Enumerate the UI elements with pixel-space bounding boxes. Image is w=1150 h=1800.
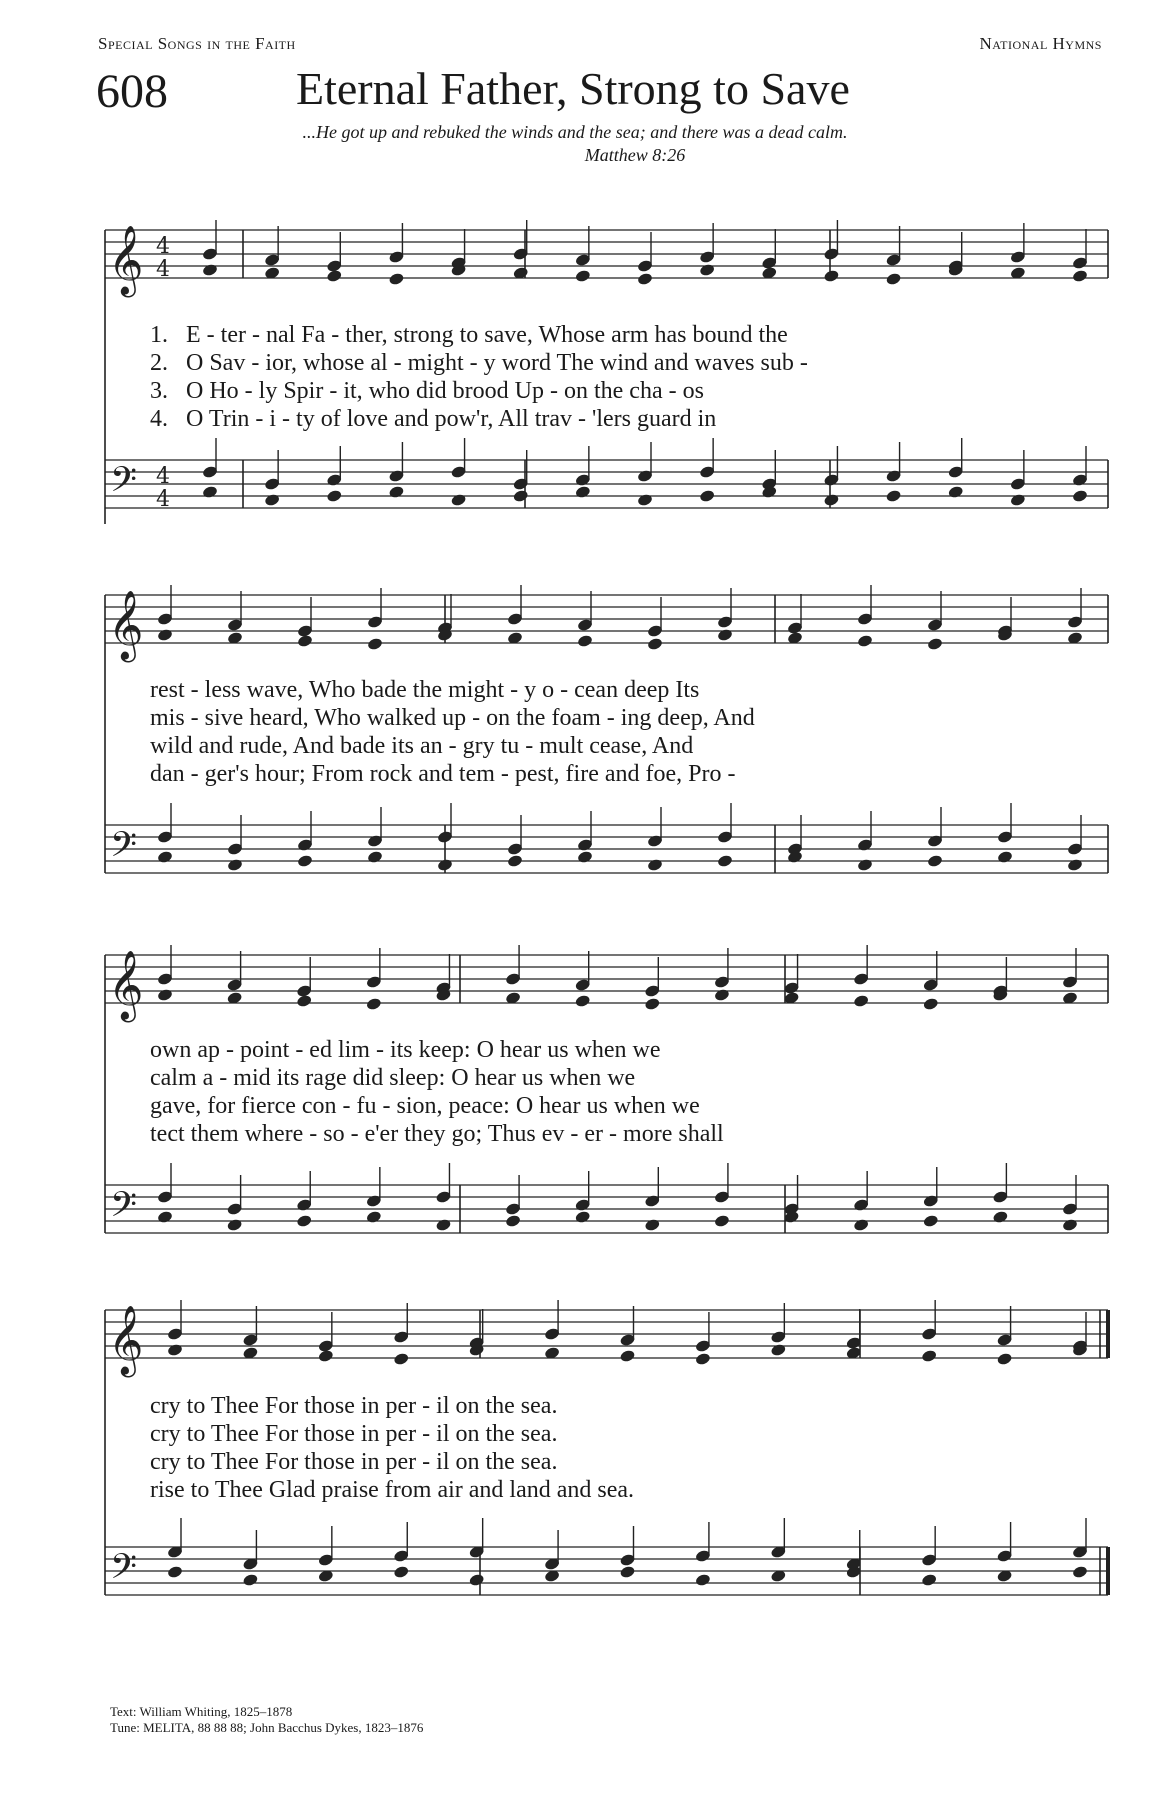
note-head: [1062, 1218, 1079, 1232]
note-head: [644, 1218, 661, 1232]
note-head: [157, 850, 174, 864]
bass-clef-icon: 𝄢: [110, 1546, 138, 1595]
hymn-number: 608: [96, 65, 168, 118]
note-head: [695, 1573, 712, 1587]
note-head: [927, 637, 944, 651]
note-head: [619, 1349, 636, 1363]
epigraph: [0, 122, 1150, 166]
note-head: [619, 1565, 636, 1579]
note-head: [367, 637, 384, 651]
note-head: [770, 1343, 787, 1357]
bass-clef-icon: 𝄢: [110, 824, 138, 873]
note-head: [823, 269, 840, 283]
treble-clef-icon: 𝄞: [108, 950, 144, 1020]
note-head: [823, 493, 840, 507]
note-head: [366, 997, 383, 1011]
note-head: [714, 1214, 731, 1228]
note-head: [921, 1349, 938, 1363]
note-head: [574, 1210, 591, 1224]
note-head: [393, 1565, 410, 1579]
scripture-reference: Matthew 8:26: [584, 145, 686, 165]
note-head: [992, 1210, 1009, 1224]
note-head: [575, 485, 592, 499]
note-head: [393, 1352, 410, 1366]
note-head: [921, 1573, 938, 1587]
lyric-line: gave, for fierce con - fu - sion, peace: O hear us when we: [150, 1093, 700, 1119]
note-head: [468, 1573, 485, 1587]
lyric-line: cry to Thee For those in per - il on the sea.: [150, 1393, 558, 1419]
treble-clef-icon: 𝄞: [108, 1305, 144, 1375]
lyric-line: dan - ger's hour; From rock and tem - pest, fire and foe, Pro -: [150, 761, 736, 787]
note-head: [242, 1573, 259, 1587]
note-head: [577, 634, 594, 648]
note-head: [388, 485, 405, 499]
note-head: [202, 263, 219, 277]
note-head: [157, 988, 174, 1002]
note-head: [167, 1343, 184, 1357]
note-head: [1010, 493, 1027, 507]
note-head: [717, 854, 734, 868]
note-head: [157, 628, 174, 642]
note-head: [505, 1214, 522, 1228]
credits: [110, 1704, 423, 1736]
note-head: [296, 1214, 313, 1228]
note-head: [227, 858, 244, 872]
bass-time-signature-bottom: 4: [156, 487, 170, 512]
note-head: [695, 1352, 712, 1366]
note-head: [512, 489, 529, 503]
note-head: [644, 997, 661, 1011]
note-head: [167, 1565, 184, 1579]
note-head: [367, 850, 384, 864]
note-head: [699, 489, 716, 503]
running-header-right: National Hymns: [979, 34, 1102, 53]
note-head: [297, 854, 314, 868]
note-head: [264, 493, 281, 507]
note-head: [437, 858, 454, 872]
lyric-line: 3. O Ho - ly Spir - it, who did brood Up - on the cha - os: [150, 378, 704, 404]
note-head: [366, 1210, 383, 1224]
epigraph-text: ...He got up and rebuked the winds and the sea; and there was a dead calm.: [302, 122, 848, 142]
note-head: [714, 988, 731, 1002]
lyric-line: rise to Thee Glad praise from air and land and sea.: [150, 1477, 635, 1503]
note-head: [997, 850, 1014, 864]
note-head: [927, 854, 944, 868]
treble-clef-icon: 𝄞: [108, 225, 144, 295]
note-head: [637, 272, 654, 286]
lyric-line: cry to Thee For those in per - il on the sea.: [150, 1449, 558, 1475]
note-head: [699, 263, 716, 277]
note-head: [996, 1352, 1013, 1366]
bass-clef-icon: 𝄢: [110, 1184, 138, 1233]
lyric-line: 2. O Sav - ior, whose al - might - y word The wind and waves sub -: [150, 350, 808, 376]
note-head: [326, 269, 343, 283]
note-head: [647, 637, 664, 651]
note-head: [1072, 269, 1089, 283]
lyric-line: cry to Thee For those in per - il on the sea.: [150, 1421, 558, 1447]
note-head: [947, 485, 964, 499]
note-head: [853, 994, 870, 1008]
note-head: [297, 634, 314, 648]
note-head: [1072, 1565, 1089, 1579]
lyric-line: calm a - mid its rage did sleep: O hear us when we: [150, 1065, 636, 1091]
note-head: [575, 269, 592, 283]
note-head: [922, 997, 939, 1011]
hymn-title: Eternal Father, Strong to Save: [296, 63, 850, 114]
lyric-line: own ap - point - ed lim - its keep: O hear us when we: [150, 1037, 661, 1063]
note-head: [157, 1210, 174, 1224]
note-head: [717, 628, 734, 642]
note-head: [450, 493, 467, 507]
note-head: [326, 489, 343, 503]
note-head: [637, 493, 654, 507]
lyric-line: wild and rude, And bade its an - gry tu - mult cease, And: [150, 733, 694, 759]
note-head: [226, 1218, 243, 1232]
note-head: [507, 854, 524, 868]
note-head: [922, 1214, 939, 1228]
note-head: [885, 489, 902, 503]
note-head: [296, 994, 313, 1008]
treble-clef-icon: 𝄞: [108, 590, 144, 660]
bass-clef-icon: 𝄢: [110, 459, 138, 508]
note-head: [1072, 489, 1089, 503]
bass-time-signature-top: 4: [156, 464, 170, 489]
note-head: [577, 850, 594, 864]
time-signature-top: 4: [156, 234, 170, 259]
lyric-line: mis - sive heard, Who walked up - on the foam - ing deep, And: [150, 705, 755, 731]
lyric-line: 1. E - ter - nal Fa - ther, strong to save, Whose arm has bound the: [150, 322, 788, 348]
note-head: [885, 272, 902, 286]
time-signature-bottom: 4: [156, 257, 170, 282]
note-head: [435, 1218, 452, 1232]
note-head: [202, 485, 219, 499]
note-head: [1067, 858, 1084, 872]
note-head: [853, 1218, 870, 1232]
tune-credit: Tune: MELITA, 88 88 88; John Bacchus Dykes, 1823–1876: [110, 1720, 424, 1735]
note-head: [647, 858, 664, 872]
note-head: [574, 994, 591, 1008]
running-header-left: Special Songs in the Faith: [98, 34, 296, 53]
lyric-line: 4. O Trin - i - ty of love and pow'r, All trav - 'lers guard in: [150, 406, 717, 432]
note-head: [388, 272, 405, 286]
lyric-line: rest - less wave, Who bade the might - y o - cean deep Its: [150, 677, 700, 703]
note-head: [318, 1349, 335, 1363]
lyric-line: tect them where - so - e'er they go; Thus ev - er - more shall: [150, 1121, 724, 1147]
text-credit: Text: William Whiting, 1825–1878: [110, 1704, 293, 1719]
note-head: [857, 858, 874, 872]
note-head: [857, 634, 874, 648]
